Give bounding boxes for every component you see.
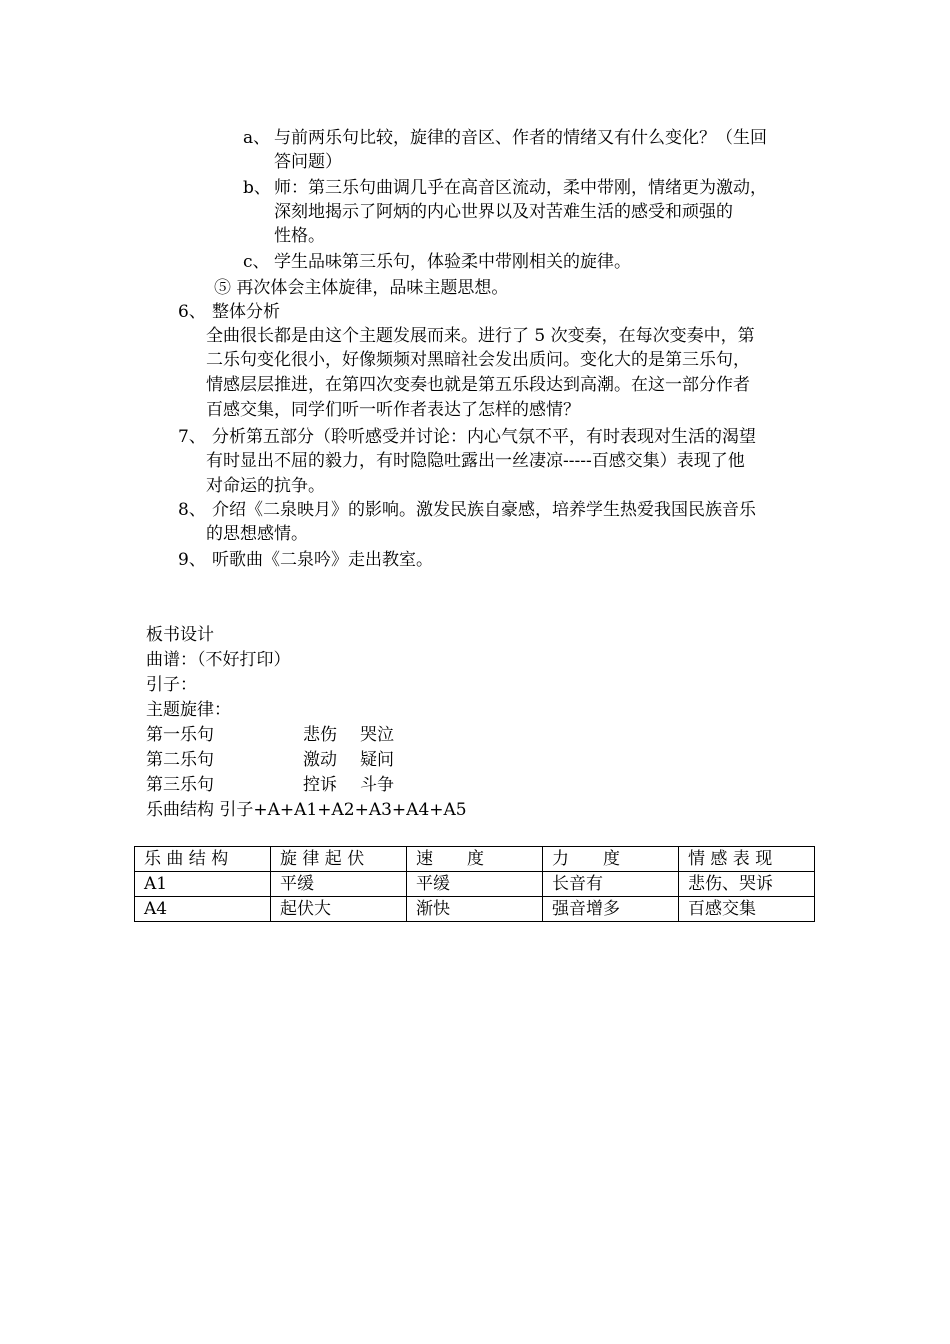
table-header-cell: 情 感 表 现 <box>679 847 815 872</box>
step-a-line-2: 答问题） <box>274 152 342 172</box>
item-8-line-2: 的思想感情。 <box>206 524 308 544</box>
table-cell: 起伏大 <box>271 897 407 922</box>
table-header-row <box>135 847 815 872</box>
table-cell: 平缓 <box>407 872 543 897</box>
item-9-number: 9、 <box>178 550 206 570</box>
phrase-emotion-1: 控诉 <box>303 775 337 795</box>
item-8-number: 8、 <box>178 500 206 520</box>
item-7-line-3: 对命运的抗争。 <box>206 476 325 496</box>
table-header-cell: 力 度 <box>543 847 679 872</box>
item-7-line-2: 有时显出不屈的毅力，有时隐隐吐露出一丝凄凉-----百感交集）表现了他 <box>206 451 745 471</box>
table-cell: 渐快 <box>407 897 543 922</box>
table-cell: 悲伤、哭诉 <box>679 872 815 897</box>
step-five: ⑤ 再次体会主体旋律，品味主题思想。 <box>214 278 509 298</box>
step-c-label: c、 <box>243 252 270 272</box>
item-7-line-1: 分析第五部分（聆听感受并讨论：内心气氛不平，有时表现对生活的渴望 <box>212 427 756 447</box>
step-b-line-3: 性格。 <box>274 226 325 246</box>
table-header-cell: 旋 律 起 伏 <box>271 847 407 872</box>
table-cell: 长音有 <box>543 872 679 897</box>
board-theme: 主题旋律： <box>146 700 231 720</box>
step-b-line-2: 深刻地揭示了阿炳的内心世界以及对苦难生活的感受和顽强的 <box>274 202 733 222</box>
step-b-label: b、 <box>243 178 271 198</box>
table-row <box>135 897 815 922</box>
item-6-number: 6、 <box>178 302 206 322</box>
phrase-emotion-1: 激动 <box>303 750 337 770</box>
phrase-name: 第三乐句 <box>146 775 214 795</box>
phrase-row <box>146 773 394 798</box>
table-cell: 强音增多 <box>543 897 679 922</box>
step-b-line-1: 师：第三乐句曲调几乎在高音区流动，柔中带刚，情绪更为激动， <box>274 178 767 198</box>
step-a-line-1: 与前两乐句比较，旋律的音区、作者的情绪又有什么变化？（生回 <box>274 128 767 148</box>
item-6-line-2: 二乐句变化很小，好像频频对黑暗社会发出质问。变化大的是第三乐句， <box>206 350 750 370</box>
phrase-name: 第二乐句 <box>146 750 214 770</box>
table-row <box>135 872 815 897</box>
phrase-emotion-2: 疑问 <box>360 750 394 770</box>
table-cell: A4 <box>135 897 271 922</box>
phrase-row <box>146 723 394 748</box>
item-7-number: 7、 <box>178 427 206 447</box>
step-a-label: a、 <box>243 128 271 148</box>
table-cell: 百感交集 <box>679 897 815 922</box>
table-cell: 平缓 <box>271 872 407 897</box>
table-cell: A1 <box>135 872 271 897</box>
phrase-emotion-2: 哭泣 <box>360 725 394 745</box>
table-header-cell: 乐 曲 结 构 <box>135 847 271 872</box>
board-intro: 引子： <box>146 675 197 695</box>
board-structure: 乐曲结构 引子+A+A1+A2+A3+A4+A5 <box>146 800 467 820</box>
phrase-name: 第一乐句 <box>146 725 214 745</box>
music-analysis-table <box>134 846 815 922</box>
board-title: 板书设计 <box>146 625 214 645</box>
item-9-text: 听歌曲《二泉吟》走出教室。 <box>212 550 433 570</box>
item-8-line-1: 介绍《二泉映月》的影响。激发民族自豪感，培养学生热爱我国民族音乐 <box>212 500 756 520</box>
step-c-text: 学生品味第三乐句，体验柔中带刚相关的旋律。 <box>274 252 631 272</box>
table-header-cell: 速 度 <box>407 847 543 872</box>
phrase-emotion-1: 悲伤 <box>303 725 337 745</box>
phrase-emotion-2: 斗争 <box>360 775 394 795</box>
item-6-title: 整体分析 <box>212 302 280 322</box>
item-6-line-1: 全曲很长都是由这个主题发展而来。进行了 5 次变奏，在每次变奏中，第 <box>206 326 755 346</box>
board-score: 曲谱：（不好打印） <box>146 650 291 670</box>
item-6-line-3: 情感层层推进，在第四次变奏也就是第五乐段达到高潮。在这一部分作者 <box>206 375 750 395</box>
item-6-line-4: 百感交集，同学们听一听作者表达了怎样的感情？ <box>206 400 580 420</box>
phrase-row <box>146 748 394 773</box>
